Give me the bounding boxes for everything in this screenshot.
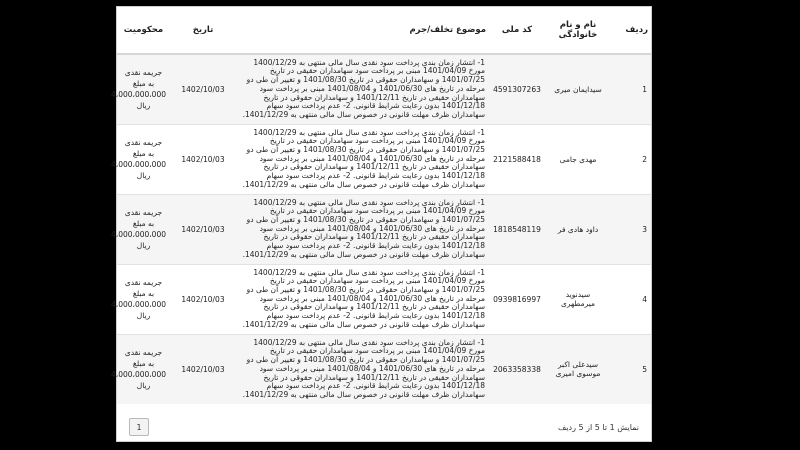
cell-name: سیدنوید میرمطهری (545, 264, 611, 334)
cell-verdict: جریمه نقدی به مبلغ 4،000،000،000 ریال (117, 264, 170, 334)
cell-subject: 1- انتشار زمان بندی پرداخت سود نقدی سال مالی منتهی به 1400/12/29 مورخ 1401/04/09 مبنی بر پرداخت سود سهامداران حقیقی در تاریخ 1401/07/25 و سهامداران حقوقی در تاریخ 1401/08/30 و تغییر آن طی دو مرحله در تاریخ های 1401/06/30 و 1401/08/04 مبنی بر پرداخت سود سهامداران حقیقی در تاریخ 1401/12/11 و سهامداران حقوقی در تاریخ 1401/12/18 بدون رعایت شرایط قانونی. 2- عدم پرداخت سود سهام سهامداران ظرف مهلت قانونی در خصوص سال مالی منتهی به 1401/12/29. (236, 334, 489, 404)
cell-national-code: 4591307263 (489, 54, 545, 124)
header-name[interactable]: نام و نام خانوادگی (545, 7, 611, 54)
pagination-info: نمایش 1 تا 5 از 5 ردیف (558, 422, 639, 432)
table-footer (117, 413, 651, 441)
table-row (117, 264, 651, 334)
table-row (117, 334, 651, 404)
header-verdict[interactable]: محکومیت (117, 7, 170, 54)
cell-verdict: جریمه نقدی به مبلغ 4،000،000،000 ریال (117, 334, 170, 404)
cell-subject: 1- انتشار زمان بندی پرداخت سود نقدی سال مالی منتهی به 1400/12/29 مورخ 1401/04/09 مبنی بر پرداخت سود سهامداران حقیقی در تاریخ 1401/07/25 و سهامداران حقوقی در تاریخ 1401/08/30 و تغییر آن طی دو مرحله در تاریخ های 1401/06/30 و 1401/08/04 مبنی بر پرداخت سود سهامداران حقیقی در تاریخ 1401/12/11 و سهامداران حقوقی در تاریخ 1401/12/18 بدون رعایت شرایط قانونی. 2- عدم پرداخت سود سهام سهامداران ظرف مهلت قانونی در خصوص سال مالی منتهی به 1401/12/29. (236, 264, 489, 334)
cell-subject: 1- انتشار زمان بندی پرداخت سود نقدی سال مالی منتهی به 1400/12/29 مورخ 1401/04/09 مبنی بر پرداخت سود سهامداران حقیقی در تاریخ 1401/07/25 و سهامداران حقوقی در تاریخ 1401/08/30 و تغییر آن طی دو مرحله در تاریخ های 1401/06/30 و 1401/08/04 مبنی بر پرداخت سود سهامداران حقیقی در تاریخ 1401/12/11 و سهامداران حقوقی در تاریخ 1401/12/18 بدون رعایت شرایط قانونی. 2- عدم پرداخت سود سهام سهامداران ظرف مهلت قانونی در خصوص سال مالی منتهی به 1401/12/29. (236, 124, 489, 194)
cell-index: 3 (611, 194, 651, 264)
cell-subject: 1- انتشار زمان بندی پرداخت سود نقدی سال مالی منتهی به 1400/12/29 مورخ 1401/04/09 مبنی بر پرداخت سود سهامداران حقیقی در تاریخ 1401/07/25 و سهامداران حقوقی در تاریخ 1401/08/30 و تغییر آن طی دو مرحله در تاریخ های 1401/06/30 و 1401/08/04 مبنی بر پرداخت سود سهامداران حقیقی در تاریخ 1401/12/11 و سهامداران حقوقی در تاریخ 1401/12/18 بدون رعایت شرایط قانونی. 2- عدم پرداخت سود سهام سهامداران ظرف مهلت قانونی در خصوص سال مالی منتهی به 1401/12/29. (236, 54, 489, 124)
cell-index: 2 (611, 124, 651, 194)
cell-date: 1402/10/03 (170, 194, 236, 264)
page-button-1[interactable]: 1 (129, 418, 149, 436)
cell-index: 4 (611, 264, 651, 334)
cell-date: 1402/10/03 (170, 124, 236, 194)
cell-index: 1 (611, 54, 651, 124)
table-row (117, 124, 651, 194)
cell-national-code: 1818548119 (489, 194, 545, 264)
cell-name: سیدعلی اکبر موسوی امیری (545, 334, 611, 404)
header-index[interactable]: ردیف (611, 7, 651, 54)
results-panel (111, 6, 652, 442)
table-row (117, 54, 651, 124)
cell-national-code: 2121588418 (489, 124, 545, 194)
cell-date: 1402/10/03 (170, 334, 236, 404)
cell-date: 1402/10/03 (170, 54, 236, 124)
cell-subject: 1- انتشار زمان بندی پرداخت سود نقدی سال مالی منتهی به 1400/12/29 مورخ 1401/04/09 مبنی بر پرداخت سود سهامداران حقیقی در تاریخ 1401/07/25 و سهامداران حقوقی در تاریخ 1401/08/30 و تغییر آن طی دو مرحله در تاریخ های 1401/06/30 و 1401/08/04 مبنی بر پرداخت سود سهامداران حقیقی در تاریخ 1401/12/11 و سهامداران حقوقی در تاریخ 1401/12/18 بدون رعایت شرایط قانونی. 2- عدم پرداخت سود سهام سهامداران ظرف مهلت قانونی در خصوص سال مالی منتهی به 1401/12/29. (236, 194, 489, 264)
table-row (117, 194, 651, 264)
header-subject[interactable]: موضوع تخلف/جرم (236, 7, 489, 54)
cell-verdict: جریمه نقدی به مبلغ 4،000،000،000 ریال (117, 54, 170, 124)
cell-index: 5 (611, 334, 651, 404)
cell-national-code: 2063358338 (489, 334, 545, 404)
header-date[interactable]: تاریخ (170, 7, 236, 54)
cell-national-code: 0939816997 (489, 264, 545, 334)
cell-verdict: جریمه نقدی به مبلغ 4،000،000،000 ریال (117, 124, 170, 194)
header-national-code[interactable]: کد ملی (489, 7, 545, 54)
cell-name: سیدایمان میری (545, 54, 611, 124)
cell-name: داود هادی فر (545, 194, 611, 264)
cell-verdict: جریمه نقدی به مبلغ 4،000،000،000 ریال (117, 194, 170, 264)
table-header-row (117, 7, 651, 54)
cell-date: 1402/10/03 (170, 264, 236, 334)
violations-table (111, 7, 651, 404)
cell-name: مهدی جامی (545, 124, 611, 194)
